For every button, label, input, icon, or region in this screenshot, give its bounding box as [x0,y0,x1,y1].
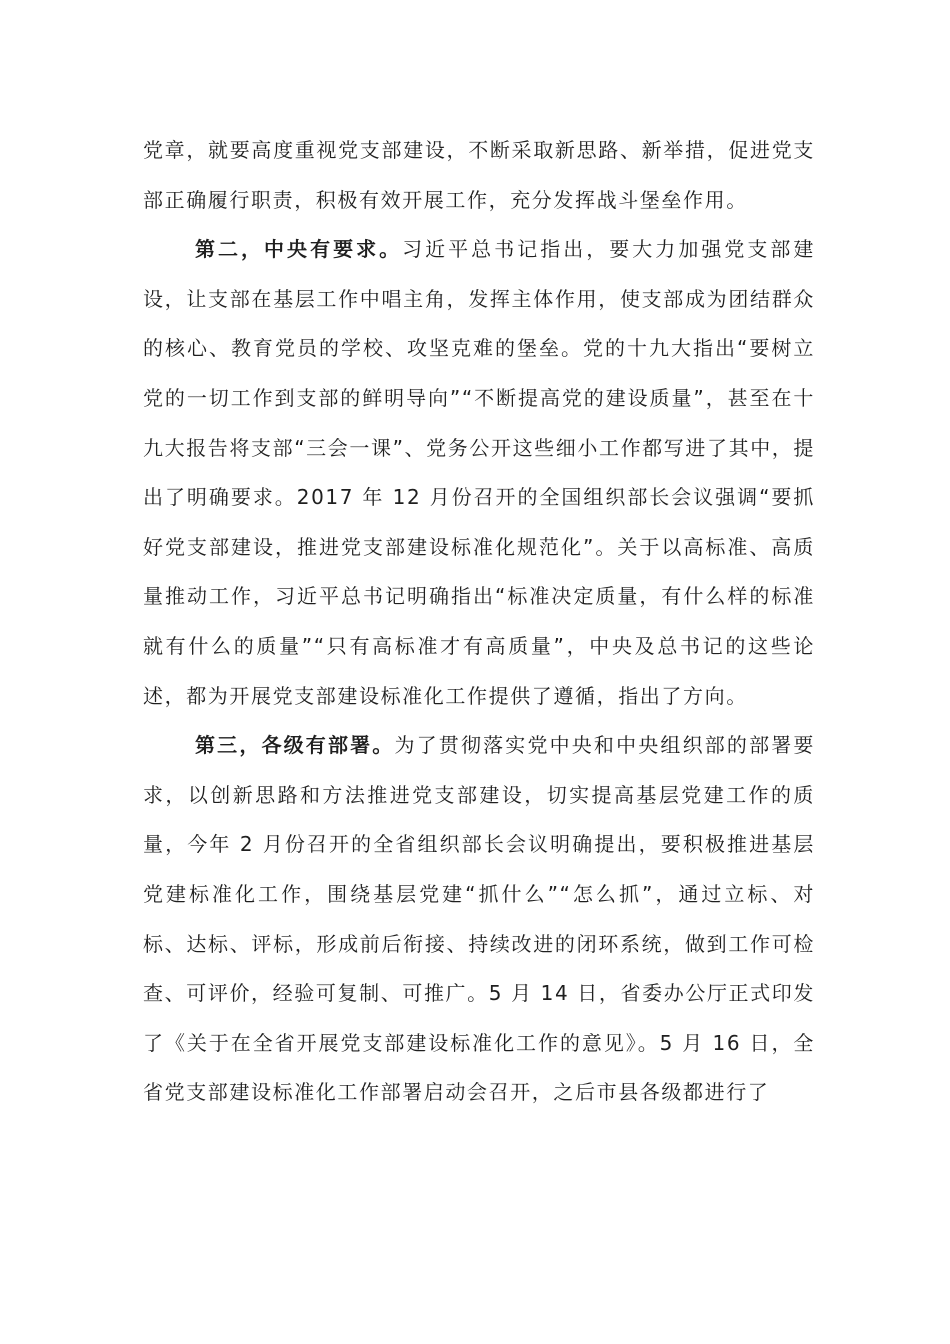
paragraph-1 [143,126,815,225]
paragraph-3-lead: 第三，各级有部署。 [195,733,395,758]
document-body [143,126,815,1118]
paragraph-3 [143,721,815,1118]
paragraph-3-text: 为了贯彻落实党中央和中央组织部的部署要求，以创新思路和方法推进党支部建设，切实提高基层党建工作的质量，今年 2 月份召开的全省组织部长会议明确提出，要积极推进基层党建标准化工作，围绕基层党建“抓什么”“怎么抓”，通过立标、对标、达标、评标，形成前后衔接、持续改进的闭环系统，做到工作可检查、可评价，经验可复制、可推广。5 月 14 日，省委办公厅正式印发了《关于在全省开展党支部建设标准化工作的意见》。5 月 16 日，全省党支部建设标准化工作部署启动会召开，之后市县各级都进行了 [143,733,815,1105]
paragraph-2-lead: 第二，中央有要求。 [195,237,403,262]
paragraph-1-text: 党章，就要高度重视党支部建设，不断采取新思路、新举措，促进党支部正确履行职责，积极有效开展工作，充分发挥战斗堡垒作用。 [143,138,815,212]
paragraph-2 [143,225,815,721]
paragraph-2-text: 习近平总书记指出，要大力加强党支部建设，让支部在基层工作中唱主角，发挥主体作用，使支部成为团结群众的核心、教育党员的学校、攻坚克难的堡垒。党的十九大指出“要树立党的一切工作到支部的鲜明导向”“不断提高党的建设质量”，甚至在十九大报告将支部“三会一课”、党务公开这些细小工作都写进了其中，提出了明确要求。2017 年 12 月份召开的全国组织部长会议强调“要抓好党支部建设，推进党支部建设标准化规范化”。关于以高标准、高质量推动工作，习近平总书记明确指出“标准决定质量，有什么样的标准就有什么的质量”“只有高标准才有高质量”，中央及总书记的这些论述，都为开展党支部建设标准化工作提供了遵循，指出了方向。 [143,237,815,708]
